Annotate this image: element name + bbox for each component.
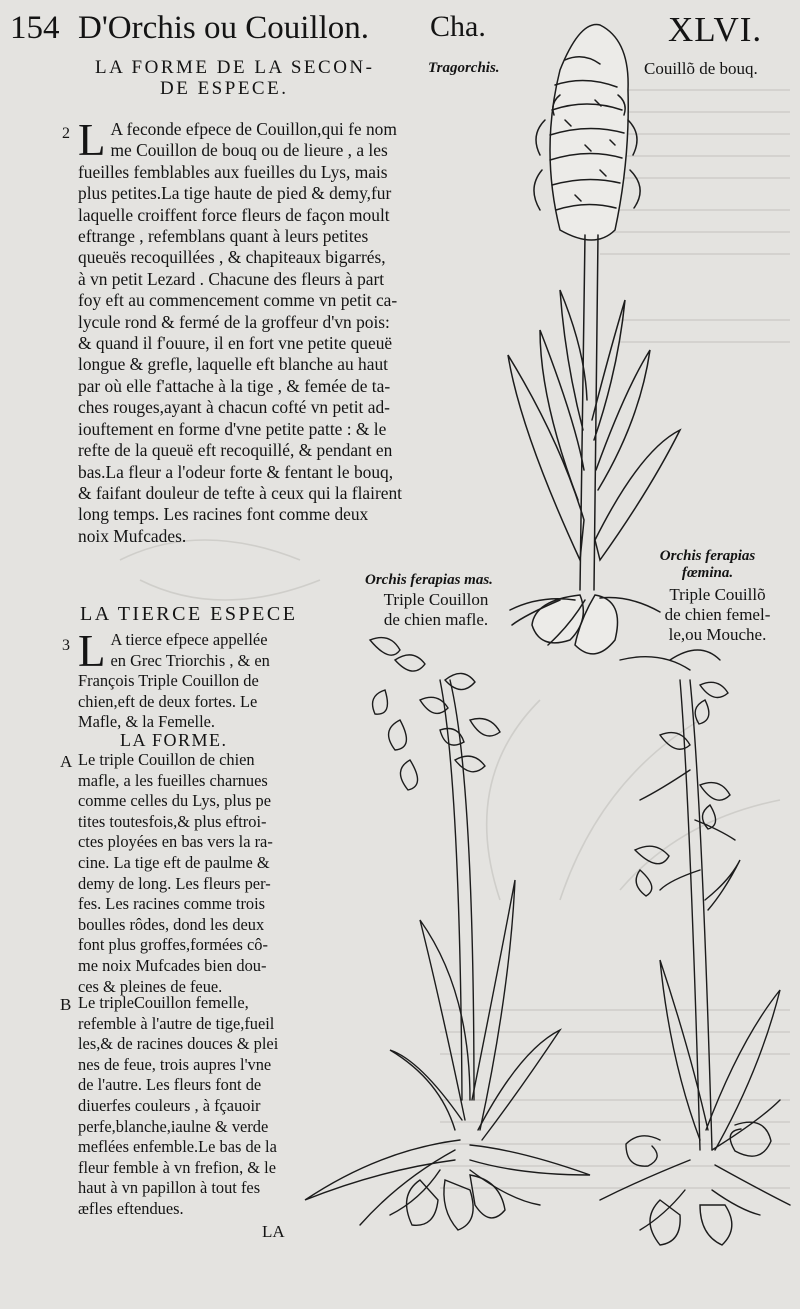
dropcap-l-2: L: [78, 626, 106, 676]
section-two-heading-line2: DE ESPECE.: [160, 78, 289, 99]
text-line: chien,eft de deux fortes. Le: [78, 691, 258, 711]
catchword: LA: [262, 1222, 285, 1241]
text-line: meflées enfemble.Le bas de la: [78, 1137, 277, 1157]
text-line: en Grec Triorchis , & en: [110, 650, 270, 670]
text-line: refemble à l'autre de tige,fueil: [78, 1013, 275, 1033]
text-line: bas.La fleur a l'odeur forte & fentant le bouq,: [78, 461, 394, 482]
section-two-heading-line1: LA FORME DE LA SECON-: [95, 57, 375, 78]
dropcap-l: L: [78, 115, 106, 165]
text-line: cine. La tige eft de paulme &: [78, 852, 270, 872]
text-line: diuerfes couleurs , à fçauoir: [78, 1095, 261, 1115]
running-title: D'Orchis ou Couillon.: [78, 10, 370, 46]
text-line: Mafle, & la Femelle.: [78, 712, 215, 732]
text-line: François Triple Couillon de: [78, 671, 259, 691]
text-line: me Couillon de bouq ou de lieure , a les: [110, 140, 388, 161]
page-number: 154: [10, 10, 60, 46]
text-line: boulles rôdes, dond les deux: [78, 914, 265, 934]
text-line: refte de la queuë eft recoquillé, & pendant en: [78, 440, 393, 461]
margin-marker-a: A: [60, 752, 73, 771]
paragraph-number-2: 2: [62, 125, 70, 142]
caption-line: fœmina.: [681, 565, 734, 581]
text-line: æfles eftendues.: [78, 1198, 184, 1218]
text-line: Le triple Couillon de chien: [78, 750, 255, 769]
caption-line: Orchis ferapias: [659, 548, 756, 564]
caption-line: Triple Couillõ: [669, 585, 766, 604]
text-line: à vn petit Lezard . Chacune des fleurs à part: [78, 268, 385, 289]
text-line: eftrange , refemblans quant à leurs petites: [78, 226, 369, 247]
text-line: longue & grefle, laquelle eft blanche au haut: [78, 354, 388, 375]
caption-line: de chien mafle.: [383, 610, 489, 629]
text-line: fleur femble à vn frefion, & le: [78, 1157, 276, 1177]
text-line: haut à vn papillon à tout fes: [78, 1178, 261, 1198]
section-three-heading: LA TIERCE ESPECE: [80, 603, 298, 625]
caption-tragorchis-latin: Tragorchis.: [428, 60, 500, 76]
text-line: nes de feue, trois aupres l'vne: [78, 1054, 272, 1074]
text-line: foy eft au commencement comme vn petit ca-: [78, 290, 398, 311]
text-line: me noix Mufcades bien dou-: [78, 955, 267, 975]
text-line: lycule rond & fermé de la groffeur d'vn pois:: [78, 311, 390, 332]
text-line: A feconde efpece de Couillon,qui fe nom: [110, 119, 397, 139]
text-line: long temps. Les racines font comme deux: [78, 504, 369, 525]
section-three-subheading: LA FORME.: [120, 730, 228, 750]
margin-marker-b: B: [60, 995, 72, 1014]
text-line: perfe,blanche,iaulne & verde: [78, 1116, 269, 1136]
text-line: de l'autre. Les fleurs font de: [78, 1075, 262, 1095]
text-line: font plus groffes,formées cô-: [78, 935, 268, 955]
caption-line: Triple Couillon: [383, 590, 489, 609]
caption-mas-latin: Orchis ferapias mas.: [365, 572, 493, 588]
text-line: ches rouges,ayant à chacun cofté vn petit ad-: [78, 397, 390, 418]
text-line: comme celles du Lys, plus pe: [78, 791, 272, 811]
text-line: tites toutesfois,& plus eftroi-: [78, 811, 267, 831]
paragraph-number-3: 3: [62, 637, 70, 654]
text-line: fes. Les racines comme trois: [78, 894, 266, 914]
caption-tragorchis-french: Couillõ de bouq.: [644, 59, 758, 78]
text-line: par où elle f'attache à la tige , & femée de ta-: [78, 375, 391, 396]
caption-line: de chien femel-: [664, 605, 771, 624]
text-line: noix Mufcades.: [78, 525, 187, 546]
text-line: & faifant douleur de tefte à ceux qui la flairent: [78, 482, 402, 503]
chapter-label: Cha.: [430, 10, 486, 43]
chapter-number: XLVI.: [668, 10, 763, 49]
text-line: plus petites.La tige haute de pied & demy,fur: [78, 183, 392, 204]
text-line: fueilles femblables aux fueilles du Lys, mais: [78, 161, 388, 182]
text-line: les,& de racines douces & plei: [78, 1034, 279, 1054]
text-line: mafle, a les fueilles charnues: [78, 770, 268, 790]
text-line: queuës recoquillées , & chapiteaux bigarrés,: [78, 247, 386, 268]
text-line: ces & pleines de feue.: [78, 976, 223, 996]
text-line: ctes ployées en bas vers la ra-: [78, 832, 273, 852]
text-line: Le tripleCouillon femelle,: [78, 993, 249, 1012]
text-line: demy de long. Les fleurs per-: [78, 873, 271, 893]
caption-line: le,ou Mouche.: [668, 625, 767, 644]
text-line: laquelle croiffent force fleurs de façon moult: [78, 204, 390, 225]
text-line: & quand il f'ouure, il en fort vne petite queuë: [78, 333, 393, 354]
text-line: A tierce efpece appellée: [110, 630, 268, 649]
text-line: iouftement en forme d'vne petite patte : & le: [78, 418, 387, 439]
